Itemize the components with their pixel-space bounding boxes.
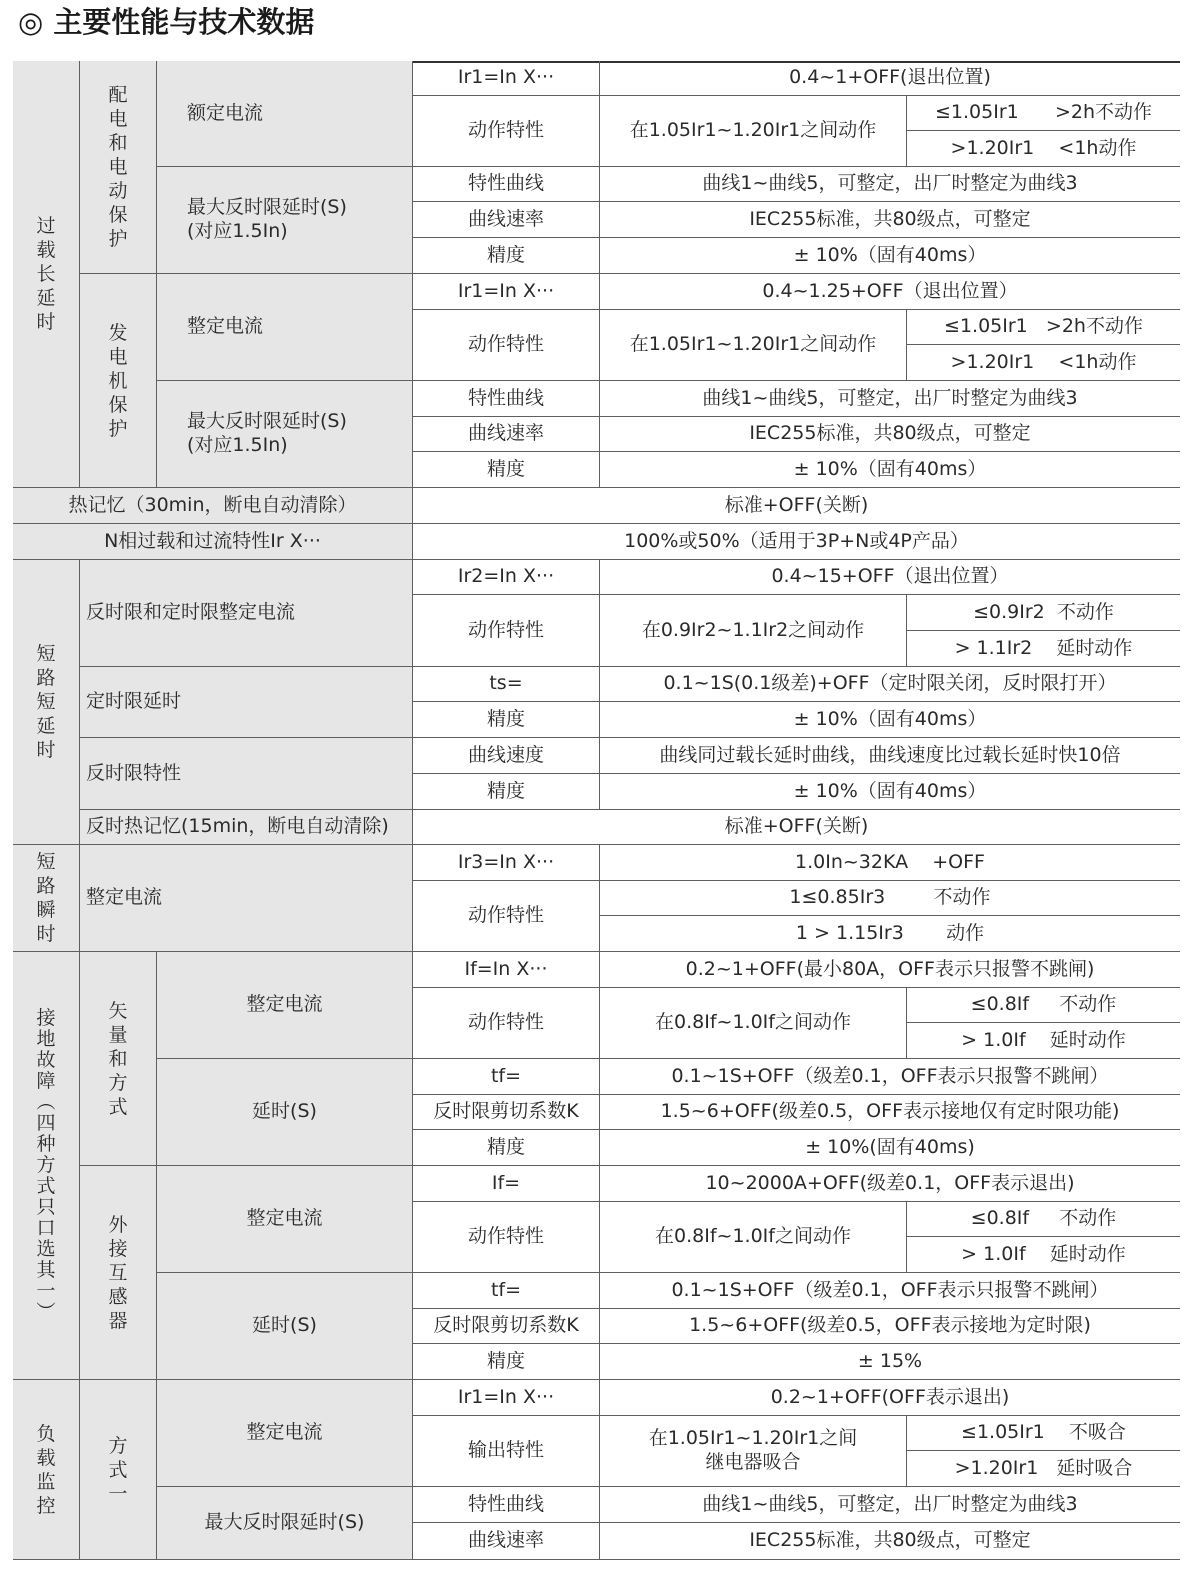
param-label: If=In X··· [413, 952, 600, 988]
param-value: ± 15% [600, 1344, 1180, 1380]
param-label: 精度 [413, 452, 600, 488]
param-value: 0.1~1S+OFF（级差0.1，OFF表示只报警不跳闸） [600, 1059, 1180, 1095]
param-label: 动作特性 [413, 310, 600, 381]
param-value: 1.5~6+OFF(级差0.5，OFF表示接地为定时限) [600, 1309, 1180, 1344]
param-value: IEC255标准，共80级点，可整定 [600, 202, 1180, 238]
param-label: 曲线速率 [413, 1523, 600, 1560]
param-label: 输出特性 [413, 1416, 600, 1487]
param-label: Ir1=In X··· [413, 1380, 600, 1416]
subgroup-distribution-protection: 配 电 和 电 动 保 护 [80, 61, 157, 274]
param-value: ± 10%（固有40ms） [600, 238, 1180, 274]
param-label: 精度 [413, 1344, 600, 1380]
param-label: 反时限剪切系数K [413, 1309, 600, 1344]
subgroup-mode-one: 方 式 一 [80, 1380, 157, 1560]
item-thermal-memory: 热记忆（30min，断电自动清除） [13, 488, 413, 524]
param-label: 精度 [413, 774, 600, 810]
item-n-phase-overload: N相过载和过流特性Ir X··· [13, 524, 413, 560]
item-max-inverse-delay: 最大反时限延时(S) [157, 1487, 413, 1560]
item-max-inverse-delay: 最大反时限延时(S) (对应1.5In) [157, 167, 413, 274]
group-short-circuit-instant: 短 路 瞬 时 [13, 845, 80, 952]
param-label: tf= [413, 1059, 600, 1095]
subgroup-generator-protection: 发 电 机 保 护 [80, 274, 157, 488]
subgroup-external-ct: 外 接 互 感 器 [80, 1166, 157, 1380]
param-label: 动作特性 [413, 1202, 600, 1273]
param-label: 动作特性 [413, 96, 600, 167]
param-value: 在0.8If~1.0If之间动作 [600, 988, 907, 1059]
param-subvalue: ≤1.05Ir1 >2h不动作 [907, 310, 1180, 345]
param-label: 精度 [413, 1130, 600, 1166]
param-value: ± 10%（固有40ms） [600, 774, 1180, 810]
item-setting-current: 整定电流 [157, 1166, 413, 1273]
page-title: ◎ 主要性能与技术数据 [18, 5, 315, 39]
item-setting-current: 整定电流 [157, 952, 413, 1059]
param-value: 在0.9Ir2~1.1Ir2之间动作 [600, 595, 907, 667]
param-value: ± 10%（固有40ms） [600, 452, 1180, 488]
param-label: 动作特性 [413, 988, 600, 1059]
param-value: 在1.05Ir1~1.20Ir1之间 继电器吸合 [600, 1416, 907, 1487]
item-delay: 延时(S) [157, 1059, 413, 1166]
param-subvalue: ≤1.05Ir1 不吸合 [907, 1416, 1180, 1451]
param-label: Ir2=In X··· [413, 560, 600, 595]
param-label: 特性曲线 [413, 167, 600, 202]
param-subvalue: >1.20Ir1 <1h动作 [907, 345, 1180, 381]
param-subvalue: >1.20Ir1 延时吸合 [907, 1451, 1180, 1487]
param-label: ts= [413, 667, 600, 702]
param-value: ± 10%（固有40ms） [600, 702, 1180, 738]
param-value: 0.2~1+OFF(最小80A，OFF表示只报警不跳闸) [600, 952, 1180, 988]
item-definite-delay: 定时限延时 [80, 667, 413, 738]
param-label: 特性曲线 [413, 381, 600, 417]
param-label: tf= [413, 1273, 600, 1309]
param-label: Ir1=In X··· [413, 61, 600, 96]
param-subvalue: ≤0.8If 不动作 [907, 988, 1180, 1023]
item-inverse-definite-current: 反时限和定时限整定电流 [80, 560, 413, 667]
param-value: IEC255标准，共80级点，可整定 [600, 417, 1180, 452]
param-value: 1.0In~32KA +OFF [600, 845, 1180, 881]
param-value: ± 10%(固有40ms) [600, 1130, 1180, 1166]
param-value: 曲线1~曲线5，可整定，出厂时整定为曲线3 [600, 167, 1180, 202]
param-value: 1≤0.85Ir3 不动作 [600, 881, 1180, 916]
param-value: 曲线同过载长延时曲线，曲线速度比过载长延时快10倍 [600, 738, 1180, 774]
param-subvalue: ≤0.8If 不动作 [907, 1202, 1180, 1237]
param-subvalue: ≤0.9Ir2 不动作 [907, 595, 1180, 631]
param-value: 10~2000A+OFF(级差0.1，OFF表示退出) [600, 1166, 1180, 1202]
param-value: 0.4~15+OFF（退出位置） [600, 560, 1180, 595]
param-label: 曲线速率 [413, 202, 600, 238]
param-subvalue: > 1.1Ir2 延时动作 [907, 631, 1180, 667]
param-label: Ir3=In X··· [413, 845, 600, 881]
param-value: 标准+OFF(关断) [413, 810, 1180, 845]
group-overload-long-delay: 过 载 长 延 时 [13, 61, 80, 488]
param-value: 1.5~6+OFF(级差0.5，OFF表示接地仅有定时限功能) [600, 1095, 1180, 1130]
group-ground-fault: 接 地 故 障 ︵ 四 种 方 式 只 口 选 其 一 ︶ [13, 952, 80, 1380]
param-value: 0.1~1S(0.1级差)+OFF（定时限关闭，反时限打开） [600, 667, 1180, 702]
param-subvalue: >1.20Ir1 <1h动作 [907, 131, 1180, 167]
item-inverse-thermal-memory: 反时热记忆(15min，断电自动清除) [80, 810, 413, 845]
param-value: 标准+OFF(关断) [413, 488, 1180, 524]
param-value: 0.2~1+OFF(OFF表示退出) [600, 1380, 1180, 1416]
param-label: 曲线速度 [413, 738, 600, 774]
param-value: 曲线1~曲线5，可整定，出厂时整定为曲线3 [600, 1487, 1180, 1523]
param-label: 动作特性 [413, 595, 600, 667]
item-delay: 延时(S) [157, 1273, 413, 1380]
param-value: 1 > 1.15Ir3 动作 [600, 916, 1180, 952]
param-label: 特性曲线 [413, 1487, 600, 1523]
subgroup-vector-sum: 矢 量 和 方 式 [80, 952, 157, 1166]
item-inverse-characteristic: 反时限特性 [80, 738, 413, 810]
item-setting-current: 整定电流 [157, 274, 413, 381]
param-label: Ir1=In X··· [413, 274, 600, 310]
item-max-inverse-delay: 最大反时限延时(S) (对应1.5In) [157, 381, 413, 488]
param-label: 曲线速率 [413, 417, 600, 452]
param-value: 0.4~1+OFF(退出位置) [600, 61, 1180, 96]
param-subvalue: ≤1.05Ir1 >2h不动作 [907, 96, 1180, 131]
param-value: 100%或50%（适用于3P+N或4P产品） [413, 524, 1180, 560]
param-value: 在0.8If~1.0If之间动作 [600, 1202, 907, 1273]
param-value: 在1.05Ir1~1.20Ir1之间动作 [600, 310, 907, 381]
param-value: 0.4~1.25+OFF（退出位置） [600, 274, 1180, 310]
item-setting-current: 整定电流 [157, 1380, 413, 1487]
param-subvalue: > 1.0If 延时动作 [907, 1023, 1180, 1059]
param-value: 在1.05Ir1~1.20Ir1之间动作 [600, 96, 907, 167]
param-label: If= [413, 1166, 600, 1202]
param-value: 曲线1~曲线5，可整定，出厂时整定为曲线3 [600, 381, 1180, 417]
param-subvalue: > 1.0If 延时动作 [907, 1237, 1180, 1273]
group-short-circuit-short-delay: 短 路 短 延 时 [13, 560, 80, 845]
param-label: 精度 [413, 238, 600, 274]
param-value: 0.1~1S+OFF（级差0.1，OFF表示只报警不跳闸） [600, 1273, 1180, 1309]
item-setting-current: 整定电流 [80, 845, 413, 952]
param-label: 精度 [413, 702, 600, 738]
item-rated-current: 额定电流 [157, 61, 413, 167]
group-load-monitoring: 负 载 监 控 [13, 1380, 80, 1560]
param-label: 反时限剪切系数K [413, 1095, 600, 1130]
param-value: IEC255标准，共80级点，可整定 [600, 1523, 1180, 1560]
param-label: 动作特性 [413, 881, 600, 952]
